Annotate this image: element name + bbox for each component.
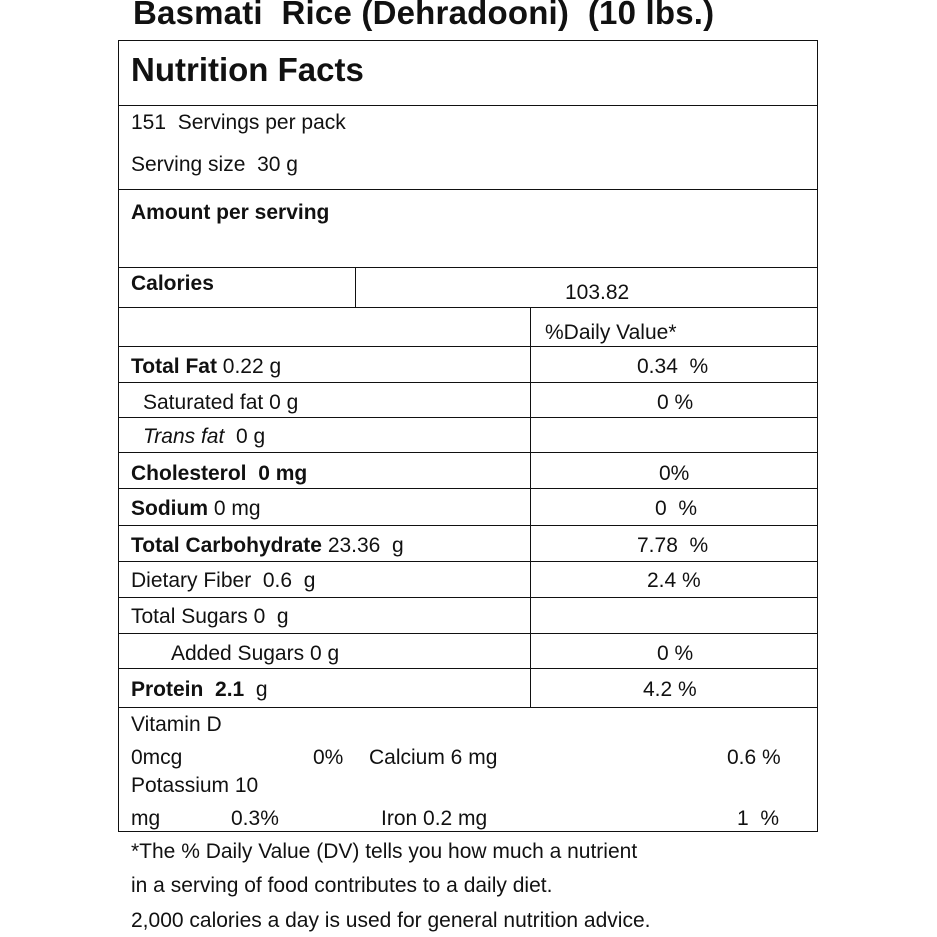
divider [119, 452, 817, 453]
total-fat-row [131, 355, 281, 379]
calories-label: Calories [131, 272, 214, 295]
total-sugars-row [131, 605, 289, 629]
divider [119, 307, 817, 308]
sodium-row [131, 497, 261, 521]
vitamin-d-amount: 0mcg [131, 746, 183, 769]
nutrient-amount: 23.36 g [327, 534, 404, 557]
calcium: Calcium 6 mg [369, 746, 498, 769]
nutrient-name: Protein [131, 678, 204, 701]
calories-value: 103.82 [565, 281, 630, 304]
total-carbohydrate-row [131, 534, 404, 558]
servings-per-pack: 151 Servings per pack [131, 111, 346, 134]
saturated-fat-row [143, 391, 298, 415]
saturated-fat-dv: 0 % [657, 391, 694, 414]
vitamin-d-dv: 0% [313, 746, 344, 769]
total-carbohydrate-dv: 7.78 % [637, 534, 709, 557]
nutrient-name: Total Fat [131, 355, 217, 378]
divider [119, 633, 817, 634]
sodium-dv: 0 % [655, 497, 698, 520]
divider [119, 488, 817, 489]
footnote-line-2: in a serving of food contributes to a daily diet. [131, 874, 553, 897]
nutrient-amount: 0.22 g [222, 355, 282, 378]
divider [119, 189, 817, 190]
nutrient-name: Total Carbohydrate [131, 534, 322, 557]
nutrient-amount: 0 g [309, 642, 340, 665]
potassium-label: Potassium 10 [131, 774, 259, 797]
iron: Iron 0.2 mg [381, 807, 488, 830]
divider [119, 707, 817, 708]
divider [119, 346, 817, 347]
calories-divider [355, 267, 356, 307]
protein-dv: 4.2 % [643, 678, 697, 701]
nutrient-amount: 0 g [235, 425, 266, 448]
nutrient-amount: 0.6 g [262, 569, 316, 592]
product-title: Basmati Rice (Dehradooni) (10 lbs.) [133, 0, 715, 31]
nutrient-name: Sodium [131, 497, 208, 520]
protein-row [131, 678, 268, 702]
divider [119, 105, 817, 106]
daily-value-header: %Daily Value* [545, 321, 677, 344]
potassium-dv: 0.3% [231, 807, 279, 830]
footnote-line-1: *The % Daily Value (DV) tells you how much a nutrient [131, 840, 638, 863]
dv-column-divider [530, 307, 531, 707]
nutrient-name: Added Sugars [171, 642, 305, 665]
divider [119, 597, 817, 598]
serving-size-value: 30 g [257, 153, 298, 176]
nutrient-amount: 0 g [253, 605, 289, 628]
nutrient-name: Cholesterol [131, 462, 247, 485]
nutrition-facts-label [118, 40, 818, 832]
nutrient-amount: 0 mg [213, 497, 261, 520]
nutrition-facts-heading: Nutrition Facts [131, 51, 364, 88]
total-fat-dv: 0.34 % [637, 355, 709, 378]
vitamin-d-label: Vitamin D [131, 713, 222, 736]
added-sugars-dv: 0 % [657, 642, 694, 665]
divider [119, 668, 817, 669]
nutrient-unit: g [255, 678, 268, 701]
divider [119, 382, 817, 383]
nutrient-amount: 0 mg [258, 462, 308, 485]
amount-per-serving: Amount per serving [131, 201, 330, 224]
dietary-fiber-row [131, 569, 315, 593]
cholesterol-dv: 0% [659, 462, 690, 485]
divider [119, 525, 817, 526]
nutrient-name: Saturated fat [143, 391, 264, 414]
nutrient-amount: 0 g [269, 391, 299, 414]
divider [119, 267, 817, 268]
nutrient-name: Dietary Fiber [131, 569, 252, 592]
nutrient-name: Trans fat [143, 425, 225, 448]
iron-dv: 1 % [737, 807, 780, 830]
added-sugars-row [171, 642, 339, 666]
serving-size [131, 153, 298, 177]
divider [119, 417, 817, 418]
serving-size-label: Serving size [131, 153, 246, 176]
calcium-dv: 0.6 % [727, 746, 781, 769]
trans-fat-row [143, 425, 265, 449]
cholesterol-row [131, 462, 307, 486]
potassium-unit: mg [131, 807, 161, 830]
nutrient-amount: 2.1 [215, 678, 245, 701]
footnote-line-3: 2,000 calories a day is used for general nutrition advice. [131, 909, 651, 932]
divider [119, 561, 817, 562]
dietary-fiber-dv: 2.4 % [647, 569, 701, 592]
nutrient-name: Total Sugars [131, 605, 248, 628]
